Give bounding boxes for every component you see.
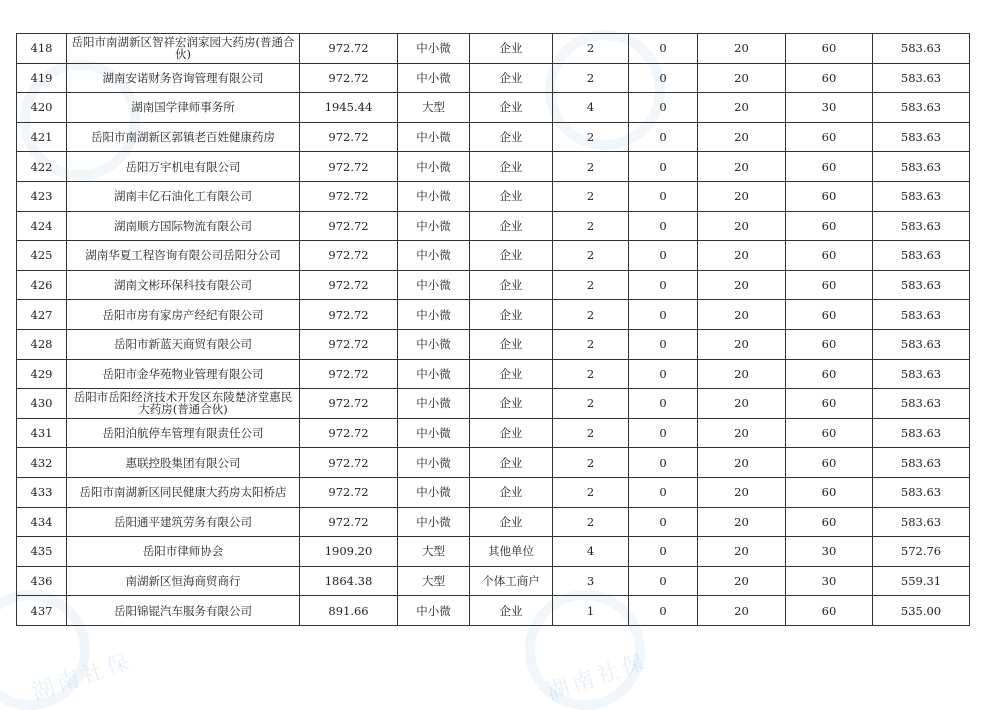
company-name: 湖南顺方国际物流有限公司	[67, 211, 300, 241]
total-amount: 583.63	[873, 34, 970, 64]
unit-type: 企业	[470, 389, 553, 419]
count-1: 3	[553, 566, 629, 596]
table-row	[17, 537, 970, 567]
count-3: 20	[698, 300, 786, 330]
count-3: 20	[698, 566, 786, 596]
row-number: 421	[17, 122, 67, 152]
table-row	[17, 34, 970, 64]
count-1: 2	[553, 122, 629, 152]
table-row	[17, 596, 970, 626]
enterprise-size: 中小微	[398, 211, 470, 241]
table-row	[17, 359, 970, 389]
unit-type: 企业	[470, 300, 553, 330]
total-amount: 583.63	[873, 241, 970, 271]
count-4: 60	[786, 270, 873, 300]
company-name: 岳阳锦锟汽车服务有限公司	[67, 596, 300, 626]
table-row	[17, 418, 970, 448]
row-number: 424	[17, 211, 67, 241]
enterprise-size: 大型	[398, 537, 470, 567]
company-name: 岳阳市房有家房产经纪有限公司	[67, 300, 300, 330]
company-name: 湖南丰亿石油化工有限公司	[67, 181, 300, 211]
table-row	[17, 241, 970, 271]
count-2: 0	[629, 329, 698, 359]
total-amount: 583.63	[873, 152, 970, 182]
row-number: 436	[17, 566, 67, 596]
count-1: 2	[553, 181, 629, 211]
count-4: 60	[786, 122, 873, 152]
unit-type: 企业	[470, 477, 553, 507]
amount: 972.72	[300, 152, 398, 182]
amount: 972.72	[300, 418, 398, 448]
total-amount: 535.00	[873, 596, 970, 626]
enterprise-size: 中小微	[398, 448, 470, 478]
row-number: 423	[17, 181, 67, 211]
count-2: 0	[629, 122, 698, 152]
row-number: 429	[17, 359, 67, 389]
company-name: 岳阳市南湖新区郭镇老百姓健康药房	[67, 122, 300, 152]
watermark-text: 湖南社保	[29, 649, 136, 706]
enterprise-size: 中小微	[398, 477, 470, 507]
company-name: 惠联控股集团有限公司	[67, 448, 300, 478]
count-1: 4	[553, 537, 629, 567]
count-1: 2	[553, 34, 629, 64]
amount: 972.72	[300, 270, 398, 300]
company-name: 湖南文彬环保科技有限公司	[67, 270, 300, 300]
count-3: 20	[698, 122, 786, 152]
unit-type: 企业	[470, 596, 553, 626]
count-2: 0	[629, 270, 698, 300]
unit-type: 企业	[470, 329, 553, 359]
count-3: 20	[698, 389, 786, 419]
total-amount: 583.63	[873, 359, 970, 389]
unit-type: 企业	[470, 63, 553, 93]
enterprise-size: 大型	[398, 93, 470, 123]
enterprise-size: 中小微	[398, 181, 470, 211]
row-number: 435	[17, 537, 67, 567]
row-number: 432	[17, 448, 67, 478]
total-amount: 583.63	[873, 477, 970, 507]
row-number: 425	[17, 241, 67, 271]
amount: 972.72	[300, 34, 398, 64]
enterprise-size: 中小微	[398, 122, 470, 152]
count-2: 0	[629, 181, 698, 211]
total-amount: 583.63	[873, 93, 970, 123]
unit-type: 企业	[470, 34, 553, 64]
count-1: 2	[553, 211, 629, 241]
row-number: 420	[17, 93, 67, 123]
enterprise-size: 中小微	[398, 63, 470, 93]
enterprise-size: 中小微	[398, 241, 470, 271]
count-1: 4	[553, 93, 629, 123]
count-3: 20	[698, 507, 786, 537]
count-2: 0	[629, 566, 698, 596]
total-amount: 583.63	[873, 448, 970, 478]
company-name: 湖南华夏工程咨询有限公司岳阳分公司	[67, 241, 300, 271]
count-4: 60	[786, 241, 873, 271]
count-2: 0	[629, 448, 698, 478]
count-4: 60	[786, 477, 873, 507]
count-3: 20	[698, 477, 786, 507]
table-row	[17, 63, 970, 93]
enterprise-size: 中小微	[398, 359, 470, 389]
count-4: 30	[786, 93, 873, 123]
unit-type: 企业	[470, 122, 553, 152]
count-1: 2	[553, 477, 629, 507]
table-row	[17, 507, 970, 537]
count-3: 20	[698, 537, 786, 567]
amount: 972.72	[300, 389, 398, 419]
count-3: 20	[698, 359, 786, 389]
enterprise-size: 中小微	[398, 34, 470, 64]
count-4: 60	[786, 152, 873, 182]
count-4: 30	[786, 537, 873, 567]
count-4: 60	[786, 418, 873, 448]
company-name: 岳阳市南湖新区智祥宏润家园大药房(普通合伙)	[67, 34, 300, 64]
unit-type: 企业	[470, 241, 553, 271]
total-amount: 583.63	[873, 211, 970, 241]
row-number: 430	[17, 389, 67, 419]
count-1: 2	[553, 418, 629, 448]
unit-type: 企业	[470, 181, 553, 211]
company-name: 岳阳市南湖新区同民健康大药房太阳桥店	[67, 477, 300, 507]
enterprise-size: 中小微	[398, 418, 470, 448]
count-3: 20	[698, 329, 786, 359]
count-3: 20	[698, 181, 786, 211]
count-1: 2	[553, 359, 629, 389]
row-number: 426	[17, 270, 67, 300]
count-2: 0	[629, 211, 698, 241]
count-4: 60	[786, 596, 873, 626]
count-4: 60	[786, 359, 873, 389]
table-row	[17, 270, 970, 300]
amount: 1945.44	[300, 93, 398, 123]
row-number: 427	[17, 300, 67, 330]
count-3: 20	[698, 241, 786, 271]
table-row	[17, 477, 970, 507]
unit-type: 企业	[470, 152, 553, 182]
count-1: 2	[553, 448, 629, 478]
unit-type: 个体工商户	[470, 566, 553, 596]
count-1: 2	[553, 270, 629, 300]
total-amount: 583.63	[873, 63, 970, 93]
count-1: 1	[553, 596, 629, 626]
count-1: 2	[553, 507, 629, 537]
count-1: 2	[553, 329, 629, 359]
count-4: 60	[786, 507, 873, 537]
table-row	[17, 566, 970, 596]
count-2: 0	[629, 93, 698, 123]
enterprise-size: 中小微	[398, 389, 470, 419]
enterprise-size: 中小微	[398, 270, 470, 300]
count-3: 20	[698, 93, 786, 123]
company-name: 湖南安诺财务咨询管理有限公司	[67, 63, 300, 93]
amount: 1864.38	[300, 566, 398, 596]
count-2: 0	[629, 389, 698, 419]
row-number: 433	[17, 477, 67, 507]
enterprise-size: 中小微	[398, 300, 470, 330]
enterprise-size: 大型	[398, 566, 470, 596]
company-name: 南湖新区恒海商贸商行	[67, 566, 300, 596]
total-amount: 583.63	[873, 389, 970, 419]
table-row	[17, 300, 970, 330]
count-2: 0	[629, 34, 698, 64]
count-4: 60	[786, 329, 873, 359]
count-1: 2	[553, 63, 629, 93]
total-amount: 583.63	[873, 181, 970, 211]
amount: 972.72	[300, 359, 398, 389]
amount: 972.72	[300, 300, 398, 330]
count-4: 60	[786, 181, 873, 211]
count-1: 2	[553, 152, 629, 182]
unit-type: 其他单位	[470, 537, 553, 567]
count-2: 0	[629, 537, 698, 567]
company-name: 岳阳市新蓝天商贸有限公司	[67, 329, 300, 359]
enterprise-size: 中小微	[398, 329, 470, 359]
count-4: 60	[786, 34, 873, 64]
unit-type: 企业	[470, 448, 553, 478]
table-row	[17, 389, 970, 419]
row-number: 431	[17, 418, 67, 448]
count-2: 0	[629, 359, 698, 389]
count-3: 20	[698, 211, 786, 241]
amount: 972.72	[300, 181, 398, 211]
unit-type: 企业	[470, 93, 553, 123]
total-amount: 583.63	[873, 270, 970, 300]
row-number: 437	[17, 596, 67, 626]
amount: 972.72	[300, 241, 398, 271]
count-2: 0	[629, 241, 698, 271]
unit-type: 企业	[470, 270, 553, 300]
count-1: 2	[553, 389, 629, 419]
count-3: 20	[698, 448, 786, 478]
count-3: 20	[698, 270, 786, 300]
total-amount: 583.63	[873, 418, 970, 448]
count-2: 0	[629, 477, 698, 507]
total-amount: 559.31	[873, 566, 970, 596]
total-amount: 583.63	[873, 300, 970, 330]
count-4: 60	[786, 389, 873, 419]
unit-type: 企业	[470, 418, 553, 448]
count-2: 0	[629, 507, 698, 537]
amount: 972.72	[300, 122, 398, 152]
count-3: 20	[698, 418, 786, 448]
company-name: 湖南国学律师事务所	[67, 93, 300, 123]
table-row	[17, 122, 970, 152]
count-2: 0	[629, 418, 698, 448]
company-name: 岳阳万宇机电有限公司	[67, 152, 300, 182]
count-1: 2	[553, 241, 629, 271]
count-4: 60	[786, 63, 873, 93]
amount: 972.72	[300, 63, 398, 93]
count-3: 20	[698, 63, 786, 93]
count-2: 0	[629, 63, 698, 93]
amount: 972.72	[300, 448, 398, 478]
row-number: 418	[17, 34, 67, 64]
total-amount: 583.63	[873, 122, 970, 152]
count-3: 20	[698, 596, 786, 626]
company-name: 岳阳市金华苑物业管理有限公司	[67, 359, 300, 389]
amount: 972.72	[300, 507, 398, 537]
company-name: 岳阳通平建筑劳务有限公司	[67, 507, 300, 537]
count-1: 2	[553, 300, 629, 330]
table-row	[17, 152, 970, 182]
company-name: 岳阳泊航停车管理有限责任公司	[67, 418, 300, 448]
company-name: 岳阳市岳阳经济技术开发区东陵楚济堂惠民大药房(普通合伙)	[67, 389, 300, 419]
amount: 972.72	[300, 477, 398, 507]
table-row	[17, 448, 970, 478]
table-row	[17, 211, 970, 241]
enterprise-size: 中小微	[398, 596, 470, 626]
amount: 891.66	[300, 596, 398, 626]
unit-type: 企业	[470, 211, 553, 241]
data-table	[16, 33, 970, 626]
amount: 972.72	[300, 211, 398, 241]
table-row	[17, 93, 970, 123]
table-row	[17, 329, 970, 359]
row-number: 434	[17, 507, 67, 537]
count-4: 60	[786, 211, 873, 241]
enterprise-size: 中小微	[398, 152, 470, 182]
total-amount: 572.76	[873, 537, 970, 567]
unit-type: 企业	[470, 359, 553, 389]
row-number: 422	[17, 152, 67, 182]
total-amount: 583.63	[873, 507, 970, 537]
company-name: 岳阳市律师协会	[67, 537, 300, 567]
amount: 972.72	[300, 329, 398, 359]
count-4: 60	[786, 448, 873, 478]
total-amount: 583.63	[873, 329, 970, 359]
count-2: 0	[629, 596, 698, 626]
table-row	[17, 181, 970, 211]
enterprise-size: 中小微	[398, 507, 470, 537]
row-number: 419	[17, 63, 67, 93]
count-3: 20	[698, 152, 786, 182]
amount: 1909.20	[300, 537, 398, 567]
unit-type: 企业	[470, 507, 553, 537]
count-4: 30	[786, 566, 873, 596]
count-2: 0	[629, 300, 698, 330]
count-4: 60	[786, 300, 873, 330]
count-3: 20	[698, 34, 786, 64]
count-2: 0	[629, 152, 698, 182]
row-number: 428	[17, 329, 67, 359]
watermark-text: 湖南社保	[544, 649, 651, 706]
